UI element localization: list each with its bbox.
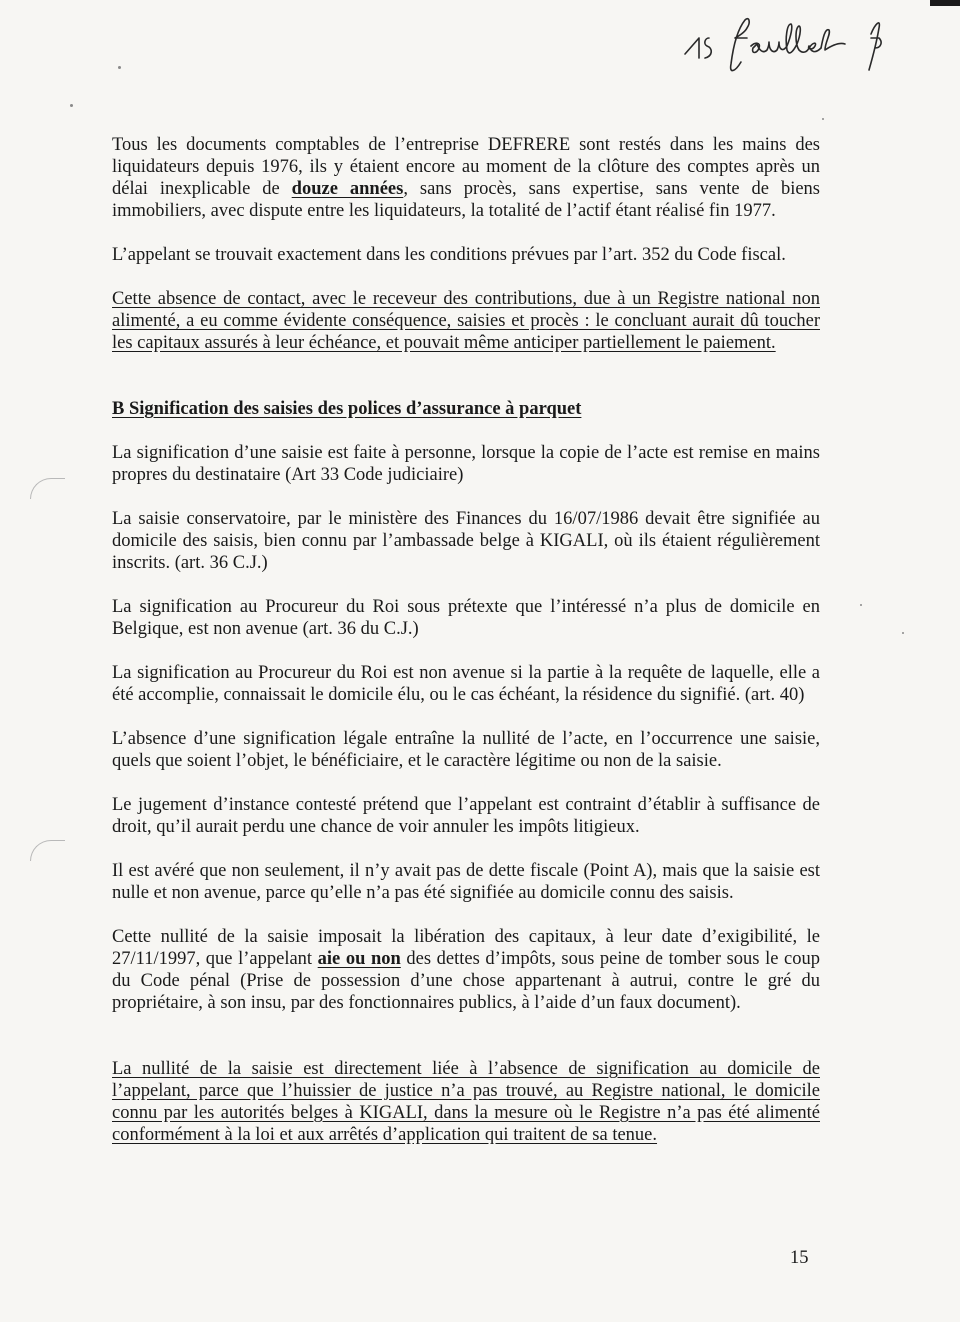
paragraph-absence-contact: Cette absence de contact, avec le receveur des contributions, due à un Registre national non alimenté, a eu comme évidente conséquence, saisies et procès : le concluant aurait dû toucher les capitaux assurés à leur échéance, et pouvait même anticiper partiellement le paiement. xyxy=(112,289,820,353)
document-body xyxy=(112,134,820,1146)
handwritten-note-drawing xyxy=(675,8,905,78)
punch-hole-mark xyxy=(30,840,65,861)
paragraph-liberation-capitaux xyxy=(112,926,820,1014)
section-heading-b: B Signification des saisies des polices d’assurance à parquet xyxy=(112,399,582,419)
punch-hole-mark xyxy=(30,478,65,499)
page-number: 15 xyxy=(790,1248,809,1268)
paragraph-nullite-saisie: La nullité de la saisie est directement liée à l’absence de signification au domicile de l’appelant, parce que l’huissier de justice n’a pas trouvé, au Registre national, le domicile connu par les autorités belges à KIGALI, dans la mesure où le Registre n’a pas été alimenté conformément à la loi et aux arrêtés d’application qui traitent de sa tenue. xyxy=(112,1059,820,1145)
emphasis-aie-ou-non: aie ou non xyxy=(317,949,401,969)
scan-speck xyxy=(70,104,73,107)
paragraph-art-352: L’appelant se trouvait exactement dans les conditions prévues par l’art. 352 du Code fiscal. xyxy=(112,245,786,265)
paragraph-text: des dettes d’impôts, sous peine de tomber sous le coup du Code pénal (Prise de possession d’une chose appartenant à autrui, contre le gré du propriétaire, à son insu, par des fonctionnaires publics, à l’aide d’un faux document). xyxy=(112,949,820,1013)
scan-corner-mark xyxy=(930,0,960,6)
paragraph-procureur-non-avenue: La signification au Procureur du Roi est non avenue si la partie à la requête de laquelle, elle a été accomplie, connaissait le domicile élu, ou le cas échéant, la résidence du signifié. (art. 40) xyxy=(112,663,820,705)
handwritten-note xyxy=(675,8,905,78)
paragraph-saisie-conservatoire: La saisie conservatoire, par le ministère des Finances du 16/07/1986 devait être signifiée au domicile des saisis, bien connu par l’ambassade belge à KIGALI, où ils étaient régulièrement inscrits. (art. 36 C.J.) xyxy=(112,509,820,573)
paragraph-text: , sans procès, sans expertise, sans vente de biens immobiliers, avec dispute entre les liquidateurs, la totalité de l’actif étant réalisé fin 1977. xyxy=(112,179,820,221)
scan-speck xyxy=(118,66,121,69)
paragraph-signification-personne: La signification d’une saisie est faite à personne, lorsque la copie de l’acte est remise en mains propres du destinataire (Art 33 Code judiciaire) xyxy=(112,443,820,485)
scan-speck xyxy=(860,604,862,606)
paragraph-liquidateurs xyxy=(112,134,820,222)
scan-speck xyxy=(822,118,824,120)
paragraph-nullite-acte: L’absence d’une signification légale entraîne la nullité de l’acte, en l’occurrence une saisie, quels que soient l’objet, le bénéficiaire, et le caractère légitime ou non de la saisie. xyxy=(112,729,820,771)
paragraph-text: Tous les documents comptables de l’entreprise DEFRERE sont restés dans les mains des liquidateurs depuis 1976, ils y étaient encore au moment de la clôture des comptes après un délai inexplicable de xyxy=(112,135,820,199)
paragraph-jugement-instance: Le jugement d’instance contesté prétend que l’appelant est contraint d’établir à suffisance de droit, qu’il aurait perdu une chance de voir annuler les impôts litigieux. xyxy=(112,795,820,837)
paragraph-text: Cette nullité de la saisie imposait la libération des capitaux, à leur date d’exigibilité, le 27/11/1997, que l’appelant xyxy=(112,927,820,969)
paragraph-dette-fiscale: Il est avéré que non seulement, il n’y avait pas de dette fiscale (Point A), mais que la saisie est nulle et non avenue, parce qu’elle n’a pas été signifiée au domicile connu des saisis. xyxy=(112,861,820,903)
emphasis-douze-annees: douze années xyxy=(291,179,404,199)
paragraph-procureur-domicile: La signification au Procureur du Roi sous prétexte que l’intéressé n’a plus de domicile en Belgique, est non avenue (art. 36 du C.J.) xyxy=(112,597,820,639)
scan-speck xyxy=(902,632,904,634)
